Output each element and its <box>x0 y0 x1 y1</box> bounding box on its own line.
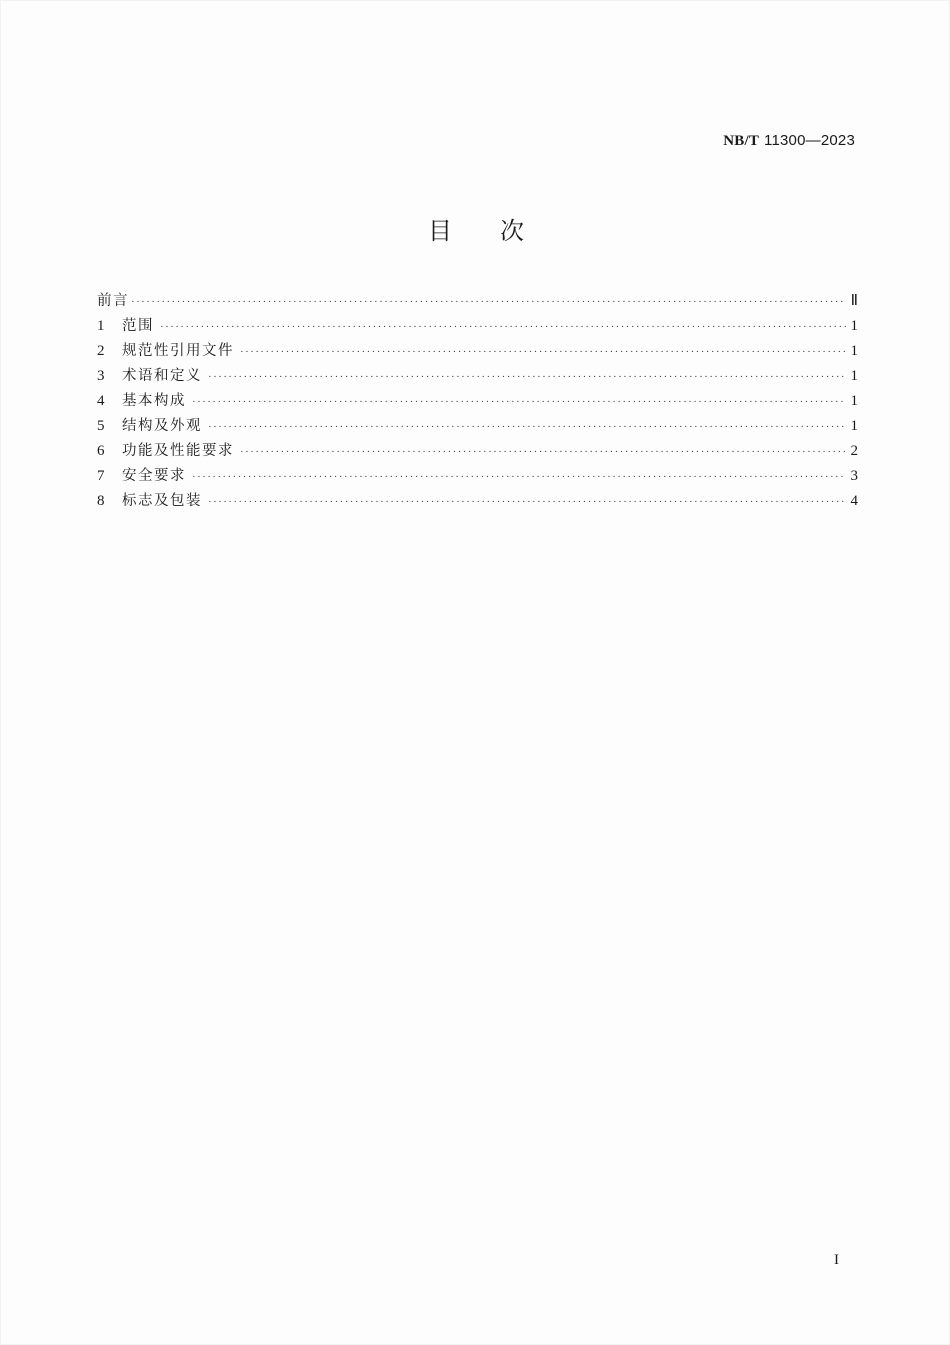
toc-entry-marking-packaging[interactable] <box>97 489 858 514</box>
toc-entry-number: 7 <box>97 468 105 484</box>
toc-entry-functional-requirements[interactable] <box>97 439 858 464</box>
toc-entry-number: 5 <box>97 418 105 434</box>
toc-entry-number: 8 <box>97 493 105 509</box>
toc-entry-label: 规范性引用文件 <box>122 343 234 359</box>
toc-entry-label: 基本构成 <box>122 393 186 409</box>
toc-entry-page: 2 <box>850 443 858 459</box>
toc-entry-label: 前言 <box>97 293 129 309</box>
toc-dot-leader <box>208 490 846 515</box>
toc-dot-leader <box>240 340 846 365</box>
toc-dot-leader <box>192 465 846 490</box>
toc-entry-label: 安全要求 <box>122 468 186 484</box>
toc-dot-leader <box>240 440 846 465</box>
toc-dot-leader <box>208 415 846 440</box>
toc-entry-label: 标志及包装 <box>122 493 202 509</box>
toc-entry-terms-definitions[interactable] <box>97 364 858 389</box>
page-title: 目次 <box>428 217 572 245</box>
toc-entry-safety-requirements[interactable] <box>97 464 858 489</box>
standard-number: 11300—2023 <box>764 132 855 149</box>
toc-entry-label: 功能及性能要求 <box>122 443 234 459</box>
toc-dot-leader <box>160 315 846 340</box>
toc-entry-number: 3 <box>97 368 105 384</box>
toc-dot-leader <box>192 390 846 415</box>
toc-entry-number: 4 <box>97 393 105 409</box>
toc-entry-basic-composition[interactable] <box>97 389 858 414</box>
toc-dot-leader <box>131 290 846 315</box>
toc-entry-page: Ⅱ <box>850 293 858 309</box>
toc-entry-page: 3 <box>850 468 858 484</box>
toc-entry-normative-references[interactable] <box>97 339 858 364</box>
toc-entry-scope[interactable] <box>97 314 858 339</box>
toc-entry-number: 6 <box>97 443 105 459</box>
standard-prefix: NB/T <box>723 133 760 149</box>
toc-entry-page: 4 <box>850 493 858 509</box>
toc-entry-label: 术语和定义 <box>122 368 202 384</box>
toc-entry-foreword[interactable] <box>97 289 858 314</box>
standard-code <box>723 131 855 150</box>
toc-entry-label: 结构及外观 <box>122 418 202 434</box>
toc-entry-page: 1 <box>850 368 858 384</box>
toc-entry-page: 1 <box>850 343 858 359</box>
toc-entry-page: 1 <box>850 318 858 334</box>
toc-dot-leader <box>208 365 846 390</box>
toc-entry-page: 1 <box>850 393 858 409</box>
table-of-contents <box>97 289 858 514</box>
toc-entry-label: 范围 <box>122 318 154 334</box>
toc-entry-number: 1 <box>97 318 105 334</box>
toc-entry-number: 2 <box>97 343 105 359</box>
page-number: I <box>834 1252 839 1268</box>
toc-entry-page: 1 <box>850 418 858 434</box>
toc-entry-structure-appearance[interactable] <box>97 414 858 439</box>
